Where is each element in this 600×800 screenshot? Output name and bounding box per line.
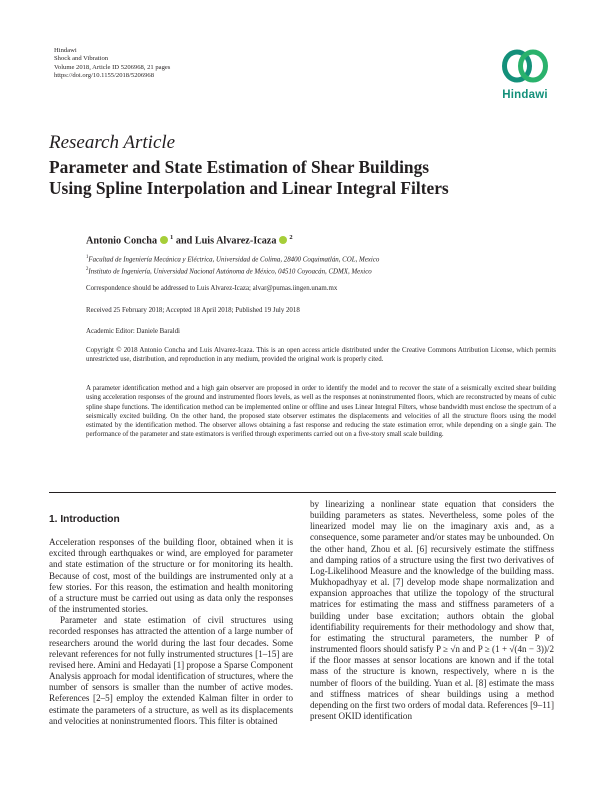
title-line-2: Using Spline Interpolation and Linear Integral Filters — [49, 178, 449, 198]
logo-text: Hindawi — [502, 89, 548, 101]
journal-name: Shock and Vibration — [54, 55, 109, 63]
right-column — [310, 499, 554, 722]
publication-dates: Received 25 February 2018; Accepted 18 April 2018; Published 19 July 2018 — [86, 307, 300, 314]
orcid-icon[interactable] — [279, 236, 287, 244]
hindawi-logo — [496, 46, 554, 106]
affiliation-1 — [86, 253, 556, 265]
affiliation-number: 1 — [86, 255, 89, 260]
affiliation-marker: 1 — [170, 234, 174, 241]
academic-editor: Academic Editor: Daniele Baraldi — [86, 328, 180, 335]
volume-line: Volume 2018, Article ID 5206968, 21 pages — [54, 63, 171, 71]
paragraph: Parameter and state estimation of civil structures using recorded responses has attracted the attention of a large number of researchers around the world during the last four decades. Some relevant references for not fully instrumented structures [1–15] are revised here. Amini and Hedayati [1] propose a Sparse Component Analysis approach for modal identification of structures, where the number of sensors is smaller than the number of active modes. References [2–5] employ the extended Kalman filter in order to estimate the parameters of a structure, as well as its displacements and velocities at noninstrumented floors. This filter is obtained — [49, 615, 293, 726]
author-list — [86, 234, 293, 246]
abstract: A parameter identification method and a high gain observer are proposed in order to identify the model and to recover the state of a seismically excited shear building using acceleration responses of the ground and instrumented floors levels, as well as the responses at noninstrumented floors, which are reconstructed by means of cubic spline shape functions. The identification method can be implemented online or offline and uses Linear Integral Filters, whose bandwidth must enclose the spectrum of a seismically excited building. On the other hand, the proposed state observer estimates the displacements and velocities of all the structure floors using the model estimated by the identification method. The observer allows obtaining a fast response and reducing the state estimation error, while depending on a single gain. The performance of the parameter and state estimators is verified through experiments carried out on a five-story small scale building. — [86, 385, 556, 439]
hindawi-rings-icon — [500, 46, 550, 86]
section-divider — [49, 492, 556, 493]
article-type: Research Article — [49, 132, 176, 153]
left-column — [49, 499, 293, 727]
journal-header — [54, 47, 170, 81]
affiliation-number: 2 — [86, 266, 89, 272]
publisher-name: Hindawi — [54, 47, 77, 54]
title-line-1: Parameter and State Estimation of Shear Buildings — [49, 157, 430, 177]
affiliation-2 — [86, 265, 556, 277]
paragraph: by linearizing a nonlinear state equation that considers the building parameters as states. Nevertheless, some poles of the linearized model may lie on the imaginary axis and, as a consequence, some parameter and/or states may be unbounded. On the other hand, Zhou et al. [6] recursively estimate the stiffness and damping ratios of a structure using the first two derivatives of Log-Likelihood Measure and the knowledge of the building mass. Mukhopadhyay et al. [7] develop mode shape normalization and expansion approaches that utilize the topology of the structural matrices for estimating the mass and stiffness parameters of a building under base excitation; authors obtain the global identifiability requirements for their methodology and show that, for estimating the structural parameters, the number P of instrumented floors should satisfy P ≥ √n and P ≥ (1 + √(4n − 3))/2 if the floor masses at sensor locations are known and if the total mass of the structure is known, respectively, where n is the number of floors of the building. Yuan et al. [8] estimate the mass and stiffness matrices of shear buildings using a method depending on the first two orders of modal data. References [9–11] present OKID identification — [310, 499, 554, 721]
author-name[interactable]: Antonio Concha — [86, 235, 158, 247]
doi-link[interactable]: https://doi.org/10.1155/2018/5206968 — [54, 72, 155, 80]
section-heading: 1. Introduction — [49, 514, 120, 525]
paper-title — [49, 157, 549, 199]
affiliations — [86, 253, 556, 276]
affiliation-text: Facultad de Ingeniería Mecánica y Eléctrica, Universidad de Colima, 28400 Coquimatlán, COL, Mexico — [88, 256, 380, 264]
copyright-notice: Copyright © 2018 Antonio Concha and Luis Alvarez-Icaza. This is an open access article distributed under the Creative Commons Attribution License, which permits unrestricted use, distribution, and reproduction in any medium, provided the original work is properly cited. — [86, 347, 556, 364]
affiliation-text: Instituto de Ingeniería, Universidad Nacional Autónoma de México, 04510 Coyoacán, CDMX, Mexico — [88, 267, 372, 275]
author-conjunction: and — [175, 235, 193, 247]
affiliation-marker: 2 — [289, 234, 293, 241]
paragraph: Acceleration responses of the building floor, obtained when it is excited through earthquakes or wind, are employed for parameter and state estimation of the structure or for monitoring its health. Because of cost, most of the buildings are instrumented only at a few stories. For this reason, the estimation and health monitoring of a structure must be carried out using as data only the responses of the instrumented stories. — [49, 537, 293, 615]
correspondence: Correspondence should be addressed to Luis Alvarez-Icaza; alvar@pumas.iingen.unam.mx — [86, 285, 338, 292]
author-name[interactable]: Luis Alvarez-Icaza — [194, 235, 277, 247]
orcid-icon[interactable] — [160, 236, 168, 244]
